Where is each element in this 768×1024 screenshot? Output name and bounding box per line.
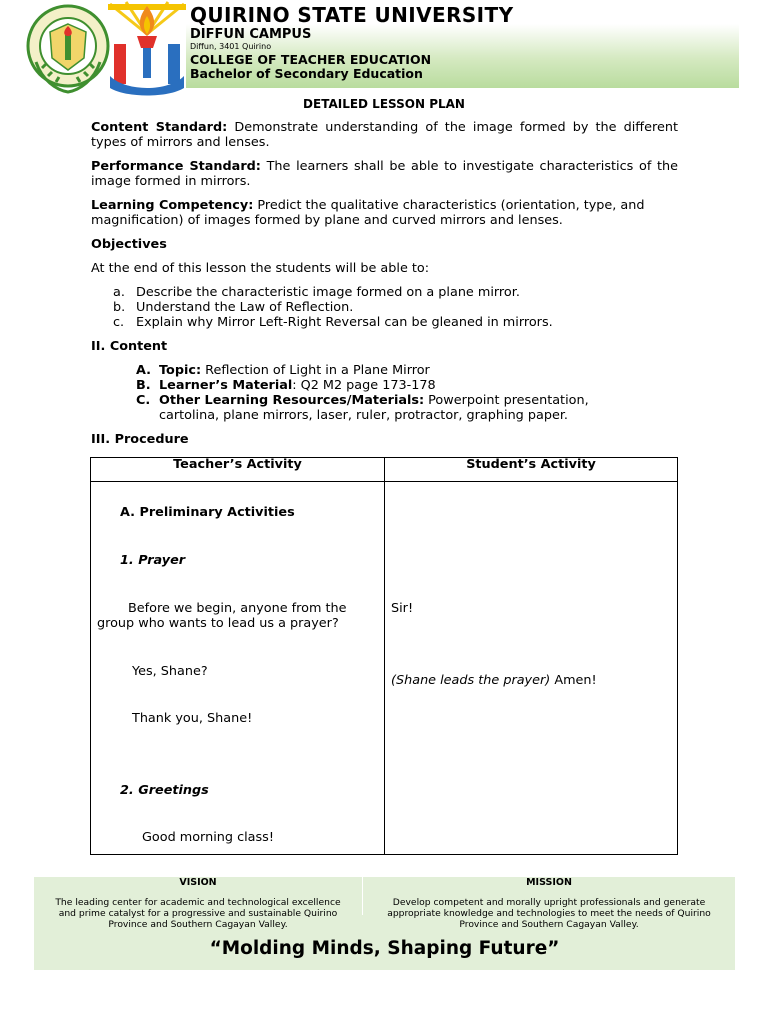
torch-logo [106, 0, 188, 98]
procedure-table [90, 457, 678, 855]
mission-text [363, 897, 735, 930]
vision-text [34, 897, 362, 930]
learning-competency [91, 198, 678, 228]
performance-standard [91, 159, 678, 189]
content-item-text: : Q2 M2 page 173-178 [292, 378, 436, 393]
mission-line: Province and Southern Cagayan Valley. [459, 919, 639, 930]
content-item [136, 378, 436, 393]
student-amen: Amen! [550, 673, 597, 688]
program-name: Bachelor of Secondary Education [190, 66, 423, 81]
content-item-label: Learner’s Material [159, 378, 293, 393]
teacher-prayer-line-1: Before we begin, anyone from the [128, 601, 347, 616]
objective-text: Describe the characteristic image formed on a plane mirror. [136, 285, 520, 300]
campus-name: DIFFUN CAMPUS [190, 27, 312, 42]
list-marker: B. [136, 378, 151, 393]
content-item-continuation: cartolina, plane mirrors, laser, ruler, protractor, graphing paper. [159, 408, 568, 423]
content-standard-text: Demonstrate understanding of the image formed by the different types of mirrors and lenses. [91, 120, 678, 150]
objective-text: Understand the Law of Reflection. [136, 300, 354, 315]
content-item [136, 393, 589, 408]
objective-item [113, 285, 520, 300]
content-item-text: Reflection of Light in a Plane Mirror [205, 363, 430, 378]
list-marker: A. [136, 363, 152, 378]
motto: “Molding Minds, Shaping Future” [209, 938, 560, 959]
content-standard-label: Content Standard: [91, 120, 228, 135]
preliminary-activities-heading: A. Preliminary Activities [120, 505, 295, 520]
content-item-text: Powerpoint presentation, [428, 393, 589, 408]
list-marker: b. [113, 300, 126, 315]
university-seal-logo [26, 2, 110, 98]
student-sir: Sir! [391, 601, 414, 616]
performance-standard-text: The learners shall be able to investigate characteristics of the image formed in mirrors. [91, 159, 678, 189]
content-standard [91, 120, 678, 150]
content-item-label: Other Learning Resources/Materials: [159, 393, 425, 408]
student-prayer-response [391, 673, 597, 688]
university-name: QUIRINO STATE UNIVERSITY [190, 3, 514, 27]
greetings-heading: 2. Greetings [120, 783, 209, 798]
performance-standard-label: Performance Standard: [91, 159, 261, 174]
vision-line: The leading center for academic and technological excellence [55, 897, 341, 908]
list-marker: a. [113, 285, 125, 300]
teacher-yes-shane: Yes, Shane? [132, 664, 208, 679]
objective-item [113, 300, 353, 315]
vision-line: Province and Southern Cagayan Valley. [108, 919, 288, 930]
list-marker: C. [136, 393, 151, 408]
objective-item [113, 315, 553, 330]
vision-title: VISION [179, 877, 217, 888]
mission-line: appropriate knowledge and technologies to meet the needs of Quirino [387, 908, 711, 919]
teacher-prayer-line-2: group who wants to lead us a prayer? [97, 616, 339, 631]
header-divider [91, 481, 677, 482]
vision-line: and prime catalyst for a progressive and sustainable Quirino [58, 908, 338, 919]
teacher-good-morning: Good morning class! [142, 830, 274, 845]
mission-line: Develop competent and morally upright professionals and generate [392, 897, 706, 908]
objectives-intro: At the end of this lesson the students will be able to: [91, 261, 430, 276]
procedure-heading: III. Procedure [91, 432, 189, 447]
college-name: COLLEGE OF TEACHER EDUCATION [190, 52, 432, 67]
content-heading: II. Content [91, 339, 168, 354]
vision-mission-footer [34, 877, 735, 970]
learning-competency-label: Learning Competency: [91, 198, 254, 213]
column-divider [384, 458, 385, 854]
content-item [136, 363, 430, 378]
list-marker: c. [113, 315, 125, 330]
objective-text: Explain why Mirror Left-Right Reversal can be gleaned in mirrors. [136, 315, 553, 330]
objectives-heading: Objectives [91, 237, 167, 252]
document-title: DETAILED LESSON PLAN [303, 97, 465, 111]
student-prayer-action: (Shane leads the prayer) [391, 673, 551, 688]
prayer-heading: 1. Prayer [120, 553, 186, 568]
campus-address: Diffun, 3401 Quirino [190, 42, 272, 51]
mission-title: MISSION [526, 877, 572, 888]
teacher-thank-you: Thank you, Shane! [132, 711, 253, 726]
teacher-activity-header: Teacher’s Activity [173, 457, 302, 472]
learning-competency-text: Predict the qualitative characteristics (orientation, type, and magnification) of images formed by plane and curved mirrors and lenses. [91, 198, 645, 228]
content-item-label: Topic: [159, 363, 202, 378]
student-activity-header: Student’s Activity [466, 457, 596, 472]
